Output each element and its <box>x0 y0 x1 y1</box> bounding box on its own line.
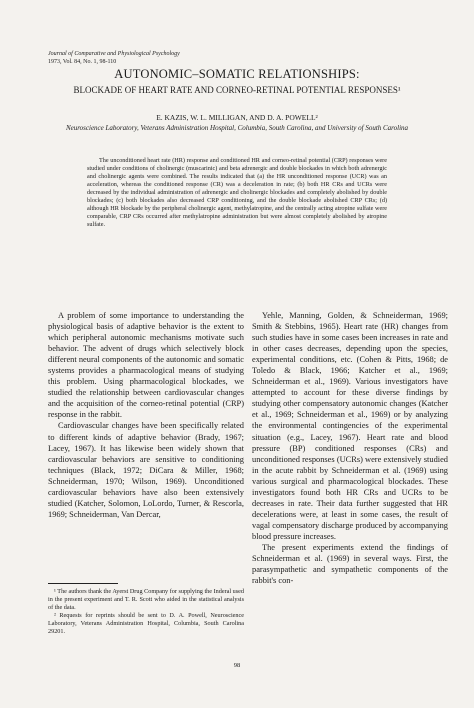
author-list: E. KAZIS, W. L. MILLIGAN, AND D. A. POWELL² <box>156 113 318 122</box>
abstract: The unconditioned heart rate (HR) response and conditioned HR and corneo-retinal potential (CRP) responses were studied under conditions of cholinergic (muscarinic) and beta adrenergic and double blockades in which both adrenergic and cholinergic agents were combined. The results indicated that (a) the HR unconditioned response (UCR) was an acceleration, whereas the conditioned response (CR) was a deceleration in rate; (b) both HR CRs and UCRs were decreased by the individual administration of adrenergic and cholinergic blockades and completely abolished by double blockades; (c) both blockades also decreased CRP conditioning, and the double blockade abolished CRP CRs; (d) although HR blockade by the peripheral cholinergic agent, methylatropine, and the centrally acting atropine sulfate were comparable, CRP CRs occurred after methylatropine administration but were almost completely abolished by atropine sulfate. <box>87 157 387 228</box>
journal-name: Journal of Comparative and Physiological Psychology <box>48 51 180 57</box>
page-number: 98 <box>233 662 241 669</box>
body-paragraph: Yehle, Manning, Golden, & Schneiderman, 1969; Smith & Stebbins, 1965). Heart rate (HR) changes from such studies have in some cases been increases in rate and in other cases decreases, depending upon the species, experimental conditions, etc. (Cohen & Pitts, 1968; de Toledo & Black, 1966; Katcher et al., 1969; Schneiderman et al., 1969). Various investigators have attempted to account for these diverse findings by studying other compensatory autonomic changes (Katcher et al., 1969; Schneiderman et al., 1969) or by analyzing the environmental contingencies of the experimental situation (e.g., Lacey, 1967). Heart rate and blood pressure (BP) conditioned responses (CRs) and unconditioned responses (UCRs) were extensively studied in the acute rabbit by Schneiderman et al. (1969) using various surgical and pharmacological blockades. These investigators found both HR CRs and UCRs to be decreases in rate. Their data further suggested that HR decelerations were, at least in some cases, the result of vagal compensatory discharge produced by accompanying blood pressure increases. <box>252 311 448 541</box>
footnote-2: ² Requests for reprints should be sent to D. A. Powell, Neuroscience Laboratory, Veterans Administration Hospital, Columbia, South Carolina 29201. <box>48 612 244 635</box>
journal-header <box>48 50 180 66</box>
left-column <box>48 310 244 520</box>
footnotes <box>48 588 244 636</box>
right-column <box>252 310 448 586</box>
footnote-1: ¹ The authors thank the Ayerst Drug Company for supplying the Inderal used in the present experiment and T. R. Scott who aided in the statistical analysis of the data. <box>48 588 244 611</box>
body-paragraph: Cardiovascular changes have been specifically related to different kinds of adaptive behavior (Brady, 1967; Lacey, 1967). It has likewise been widely shown that cardiovascular behaviors are sensitive to conditioning techniques (Black, 1972; DiCara & Miller, 1968; Schneiderman, 1970; Wilson, 1969). Unconditioned cardiovascular behaviors have also been extensively studied (Katcher, Solomon, LoLordo, Turner, & Rescorla, 1969; Schneiderman, Van Dercar, <box>48 421 244 519</box>
journal-volume: 1973, Vol. 84, No. 1, 98-110 <box>48 59 117 65</box>
footnote-divider <box>48 583 118 584</box>
paper-title: AUTONOMIC–SOMATIC RELATIONSHIPS: <box>114 67 360 81</box>
paper-subtitle: BLOCKADE OF HEART RATE AND CORNEO-RETINAL POTENTIAL RESPONSES¹ <box>73 85 401 95</box>
body-paragraph: The present experiments extend the findings of Schneiderman et al. (1969) in several ways. First, the parasympathetic and sympathetic components of the rabbit's con- <box>252 542 448 586</box>
body-paragraph: A problem of some importance to understanding the physiological basis of adaptive behavior is the extent to which peripheral autonomic mechanisms motivate such behavior. The advent of drugs which selectively block different neural components of the autonomic and somatic systems provides a pharmacological means of studying this problem. Using pharmacological blockades, we studied the relationship between cardiovascular changes and the acquisition of the corneo-retinal potential (CRP) response in the rabbit. <box>48 311 244 420</box>
affiliation: Neuroscience Laboratory, Veterans Administration Hospital, Columbia, South Carolina, and University of South Carolina <box>65 124 409 132</box>
